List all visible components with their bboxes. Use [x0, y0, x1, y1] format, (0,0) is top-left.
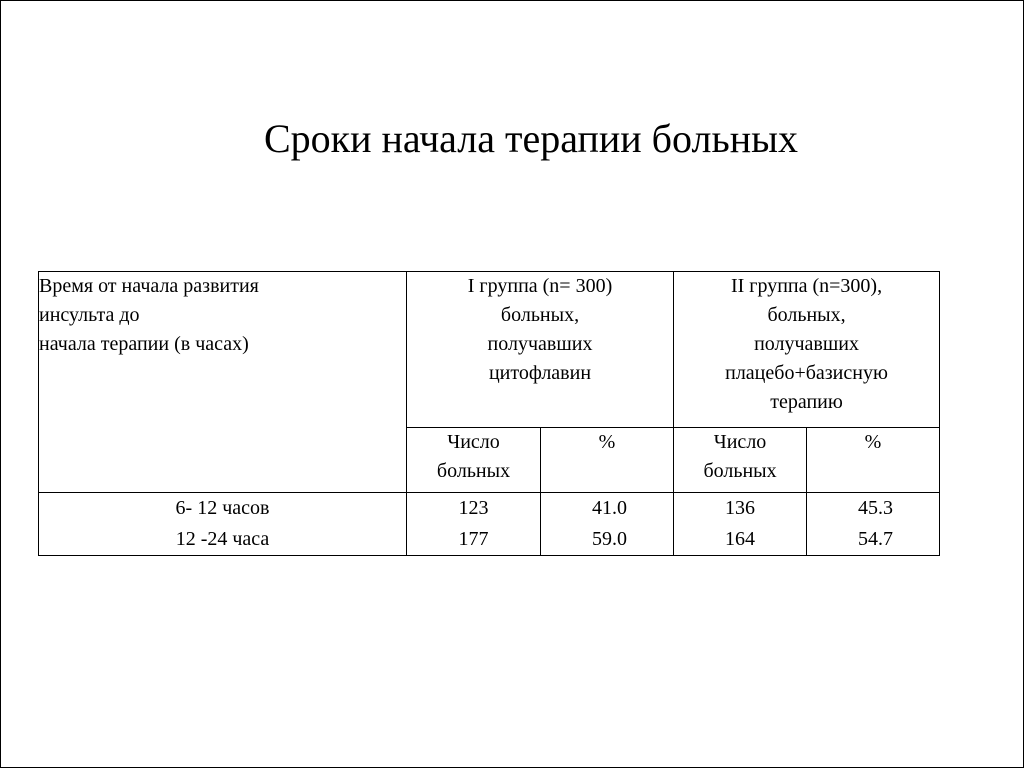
g1-percent-value: 59.0 [592, 528, 628, 550]
g1-percent-value: 41.0 [592, 497, 628, 519]
time-header-line: инсульта до [39, 304, 140, 326]
group2-count-header [674, 427, 807, 492]
group2-header [674, 272, 940, 428]
period-value: 6- 12 часов [175, 497, 270, 519]
g2-percent-value: 45.3 [858, 497, 894, 519]
g1-count-value: 123 [458, 497, 489, 519]
group1-percent-header: % [541, 427, 674, 492]
group1-header-line: цитофлавин [488, 362, 592, 384]
group2-count-cell [674, 493, 807, 556]
group2-header-line: больных, [767, 304, 846, 326]
g2-count-value: 164 [725, 528, 756, 550]
period-value: 12 -24 часа [175, 528, 270, 550]
time-header-line: начала терапии (в часах) [39, 333, 249, 355]
count-label-line: больных [703, 459, 777, 482]
g2-count-value: 136 [725, 497, 756, 519]
count-label-line: Число [447, 430, 500, 453]
group2-header-line: получавших [754, 333, 859, 355]
group1-count-cell [407, 493, 541, 556]
g1-count-value: 177 [458, 528, 489, 550]
group1-header-line: больных, [500, 304, 580, 326]
time-column-header [39, 272, 407, 493]
table-row [39, 493, 940, 556]
group1-header [407, 272, 674, 428]
count-label-line: больных [436, 459, 511, 482]
group2-percent-header: % [807, 427, 940, 492]
group2-header-line: II группа (n=300), [730, 275, 883, 297]
group2-header-line: терапию [770, 391, 843, 413]
group1-header-line: I группа (n= 300) [467, 275, 613, 297]
period-cell [39, 493, 407, 556]
table-header-row [39, 272, 940, 428]
count-label-line: Число [713, 430, 767, 453]
slide-title: Сроки начала терапии больных [263, 116, 798, 161]
group1-percent-cell [541, 493, 674, 556]
group2-header-line: плацебо+базисную [725, 362, 888, 384]
group1-count-header [407, 427, 541, 492]
g2-percent-value: 54.7 [858, 528, 894, 550]
time-header-line: Время от начала развития [39, 275, 259, 297]
therapy-timing-table [38, 271, 940, 556]
group2-percent-cell [807, 493, 940, 556]
group1-header-line: получавших [487, 333, 593, 355]
